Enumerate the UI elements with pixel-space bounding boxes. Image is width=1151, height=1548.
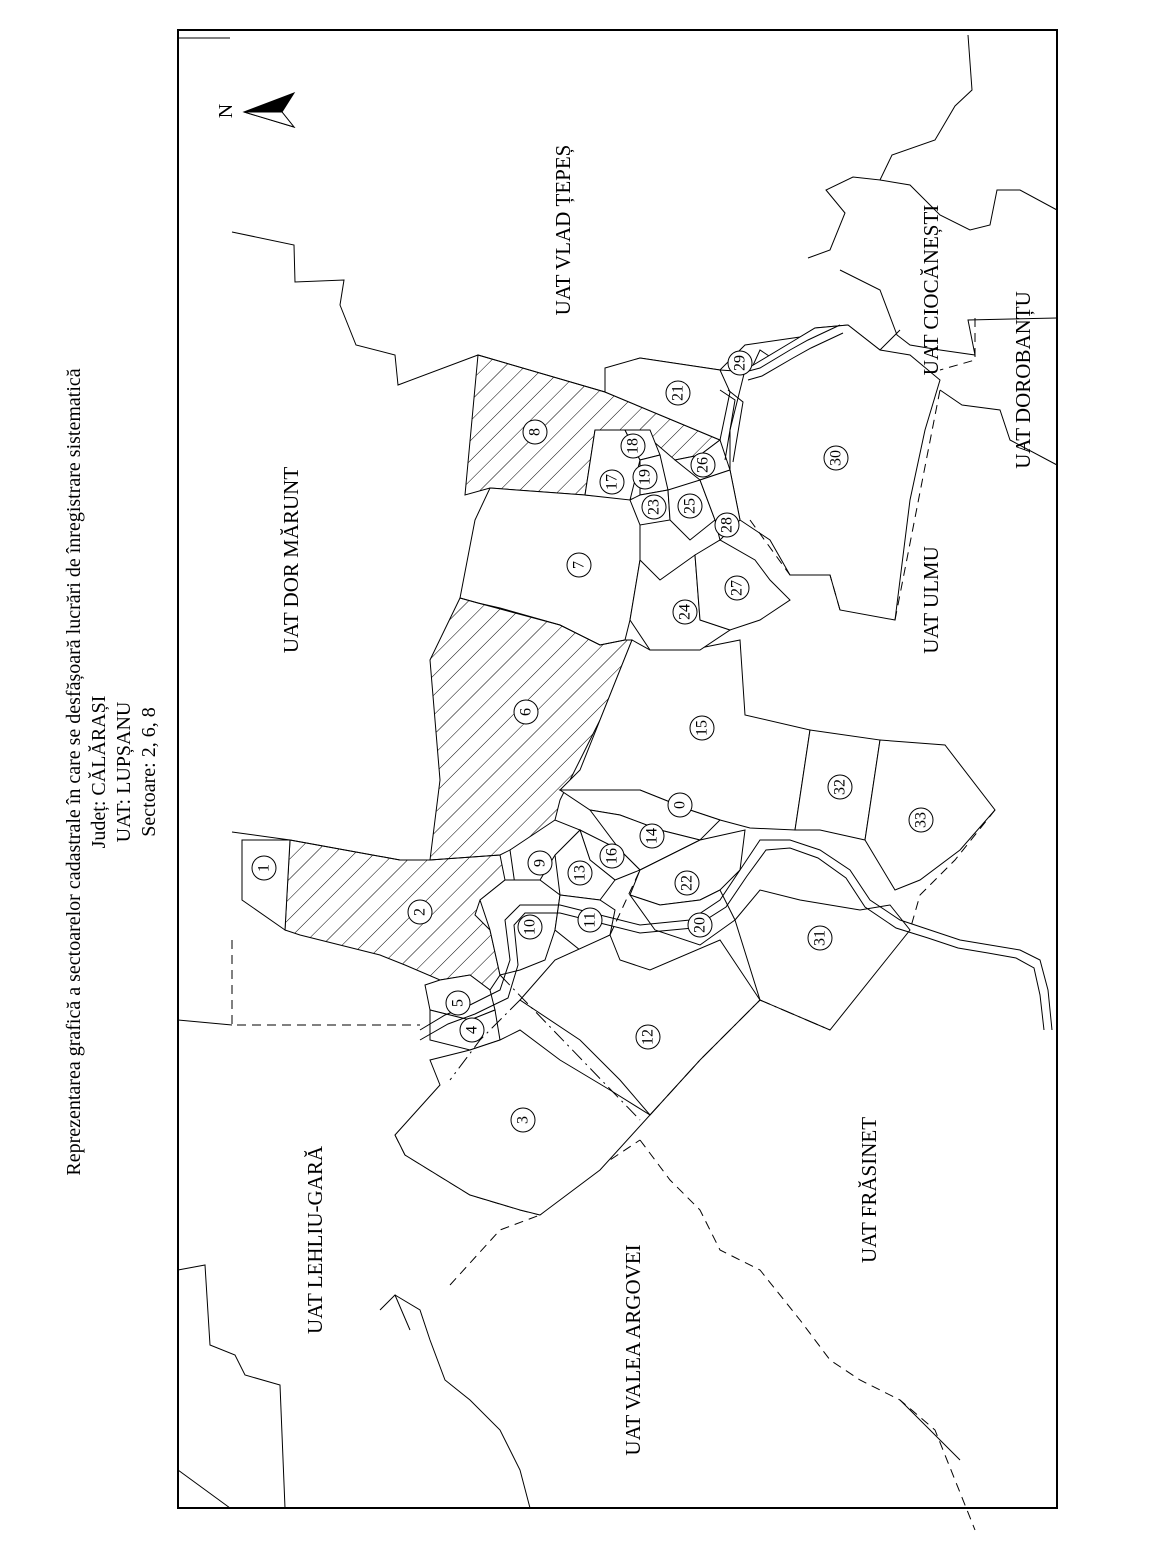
svg-text:5: 5 xyxy=(449,999,467,1007)
uat-label-lehliu-gara: UAT LEHLIU-GARĂ xyxy=(303,1145,327,1335)
sector-label-19[interactable] xyxy=(633,465,657,489)
svg-text:29: 29 xyxy=(731,355,749,371)
uat-label-valea-argovei: UAT VALEA ARGOVEI xyxy=(621,1244,645,1456)
sector-label-9[interactable] xyxy=(528,851,552,875)
sector-label-21[interactable] xyxy=(666,381,690,405)
sector-label-5[interactable] xyxy=(446,991,470,1015)
sector-label-13[interactable] xyxy=(568,861,592,885)
sector-label-10[interactable] xyxy=(518,915,542,939)
svg-text:3: 3 xyxy=(514,1116,532,1124)
sector-label-14[interactable] xyxy=(640,824,664,848)
svg-text:2: 2 xyxy=(411,908,429,916)
svg-text:7: 7 xyxy=(570,561,588,569)
sector-label-30[interactable] xyxy=(824,446,848,470)
sector-label-27[interactable] xyxy=(725,576,749,600)
svg-text:16: 16 xyxy=(603,848,621,864)
sectors xyxy=(242,325,995,1215)
title-block xyxy=(63,368,160,1175)
uat-label-ciocanesti: UAT CIOCĂNEȘTI xyxy=(919,204,943,376)
svg-text:15: 15 xyxy=(693,720,711,736)
svg-text:11: 11 xyxy=(581,912,599,928)
title-line-sectors: Sectoare: 2, 6, 8 xyxy=(138,707,160,837)
sector-label-25[interactable] xyxy=(678,494,702,518)
sector-label-8[interactable] xyxy=(523,420,547,444)
sector-label-4[interactable] xyxy=(460,1018,484,1042)
title-line-1: Reprezentarea grafică a sectoarelor cadastrale în care se desfășoară lucrări de înregistrare sistematică xyxy=(63,368,85,1176)
svg-text:14: 14 xyxy=(643,828,661,844)
sector-label-23[interactable] xyxy=(642,495,666,519)
svg-text:10: 10 xyxy=(521,919,539,935)
svg-text:6: 6 xyxy=(517,708,535,716)
sector-label-29[interactable] xyxy=(728,351,752,375)
sector-label-16[interactable] xyxy=(600,844,624,868)
sector-2-area[interactable] xyxy=(285,840,505,990)
uat-label-ulmu: UAT ULMU xyxy=(919,546,943,654)
sector-label-20[interactable] xyxy=(688,913,712,937)
title-line-uat: UAT: LUPȘANU xyxy=(113,701,135,843)
svg-text:31: 31 xyxy=(811,930,829,946)
uat-label-dor-marunt: UAT DOR MĂRUNT xyxy=(279,466,303,654)
sector-label-2[interactable] xyxy=(408,900,432,924)
sector-label-33[interactable] xyxy=(909,808,933,832)
svg-text:8: 8 xyxy=(526,428,544,436)
svg-text:18: 18 xyxy=(624,438,642,454)
sector-label-18[interactable] xyxy=(621,434,645,458)
svg-text:19: 19 xyxy=(636,469,654,485)
sector-label-6[interactable] xyxy=(514,700,538,724)
sector-label-28[interactable] xyxy=(715,513,739,537)
sector-label-11[interactable] xyxy=(578,908,602,932)
svg-text:17: 17 xyxy=(603,474,621,490)
sector-label-15[interactable] xyxy=(690,716,714,740)
svg-text:23: 23 xyxy=(645,499,663,515)
svg-text:27: 27 xyxy=(728,580,746,596)
sector-label-7[interactable] xyxy=(567,553,591,577)
sector-label-32[interactable] xyxy=(828,775,852,799)
sector-label-0[interactable] xyxy=(668,793,692,817)
sector-label-26[interactable] xyxy=(691,453,715,477)
svg-text:24: 24 xyxy=(676,604,694,620)
svg-text:9: 9 xyxy=(531,859,549,867)
svg-text:12: 12 xyxy=(639,1029,657,1045)
svg-text:1: 1 xyxy=(255,864,273,872)
sector-1-area[interactable] xyxy=(242,840,290,930)
sector-label-22[interactable] xyxy=(675,871,699,895)
south-boundaries xyxy=(178,1135,975,1530)
sector-label-17[interactable] xyxy=(600,470,624,494)
sector-label-3[interactable] xyxy=(511,1108,535,1132)
uat-label-dorobantu: UAT DOROBANȚU xyxy=(1011,291,1035,469)
title-line-county: Județ: CĂLĂRAȘI xyxy=(88,695,110,849)
svg-text:4: 4 xyxy=(463,1026,481,1034)
sector-label-12[interactable] xyxy=(636,1025,660,1049)
svg-text:20: 20 xyxy=(691,917,709,933)
sector-label-24[interactable] xyxy=(673,600,697,624)
svg-text:28: 28 xyxy=(718,517,736,533)
sector-label-31[interactable] xyxy=(808,926,832,950)
svg-text:26: 26 xyxy=(694,457,712,473)
svg-text:33: 33 xyxy=(912,812,930,828)
svg-text:21: 21 xyxy=(669,385,687,401)
north-label: N xyxy=(215,103,237,119)
north-arrow-icon xyxy=(215,93,294,127)
svg-text:22: 22 xyxy=(678,875,696,891)
uat-label-frasinet: UAT FRĂSINET xyxy=(857,1116,881,1264)
svg-text:13: 13 xyxy=(571,865,589,881)
svg-text:32: 32 xyxy=(831,779,849,795)
sector-label-1[interactable] xyxy=(252,856,276,880)
sector-31-area[interactable] xyxy=(735,890,910,1030)
svg-text:0: 0 xyxy=(671,801,689,809)
svg-text:25: 25 xyxy=(681,498,699,514)
svg-text:30: 30 xyxy=(827,450,845,466)
uat-label-vlad-tepes: UAT VLAD ȚEPEȘ xyxy=(551,144,575,316)
